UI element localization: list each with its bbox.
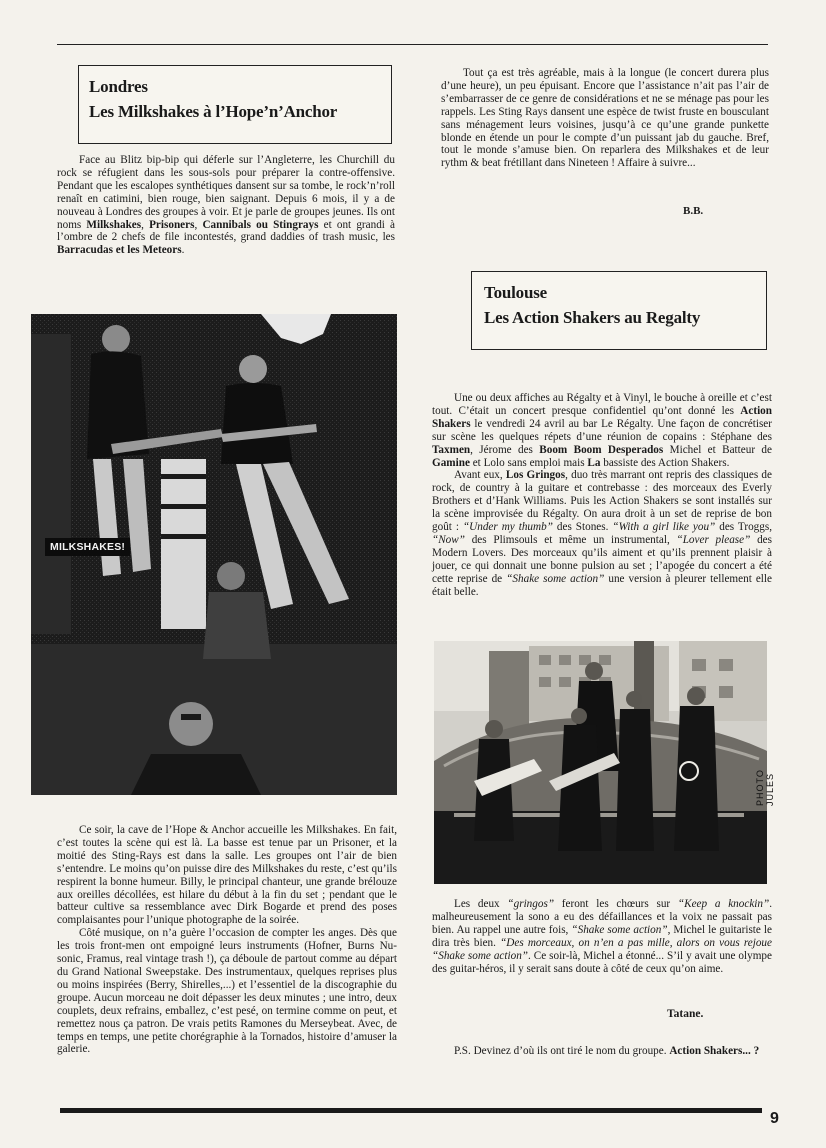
toulouse-title-box [471, 271, 767, 350]
toulouse-city-heading: Toulouse [484, 283, 547, 302]
postscript [432, 1045, 777, 1058]
toulouse-paragraph-1: Une ou deux affiches au Régalty et à Vinyl, le bouche à oreille et c’est tout. C’était un concert presque confidentiel qu’ont donné les Action Shakers le vendredi 24 avril au bar Le Régalty. Une façon de concrétiser sur scène les quelques répets d’une réunion de copains : Stéphane des Taxmen, Jérome des Boom Boom Desperados Michel et Batteur de Gamine et Lolo sans emploi mais La bassiste des Action Shakers. [432, 392, 772, 469]
london-continuation-paragraph: Tout ça est très agréable, mais à la longue (le concert durera plus d’une heure), un peu épuisant. Encore que l’assistance n’ait pas l’air de s’embarrasser de ce genre de considérations et ne se ménage pas pour les rappels. Les Sting Rays dansent une espèce de twist fruste en bousculant sans ménagement leurs voisines, jusqu’à ce qu’une grande punkette blonde en étende un pour le compte d’un puissant jab du gauche. Bref, tout le monde s’amuse bien. On reparlera des Milkshakes et de leur rythm & beat frétillant dans Nineteen ! Affaire à suivre... [441, 67, 769, 170]
london-intro-text: Face au Blitz bip-bip qui déferle sur l’Angleterre, les Churchill du rock se réfugient dans les sous-sols pour préparer la contre-offensive. Pendant que les escalopes synthétiques dansent sur sa tombe, le rock’n’roll renaît en catimini, bien rouge, bien saignant. Depuis 6 mois, il y a de nouveau à Londres des groupes à voir. Et je parle de groupes jeunes. Ils ont noms Milkshakes, Prisoners, Cannibals ou Stingrays et ont grandi à l’ombre de 2 chefs de file incontestés, grand daddies of trash music, les Barracudas et les Meteors. [57, 154, 396, 257]
top-rule [57, 44, 768, 45]
london-intro-paragraph [57, 154, 395, 257]
toulouse-signature: Tatane. [667, 1008, 704, 1020]
bottom-rule [60, 1108, 762, 1113]
toulouse-continuation [432, 898, 772, 975]
london-body [57, 824, 397, 1056]
london-city-heading: Londres [89, 77, 148, 96]
toulouse-paragraph-2: Avant eux, Los Gringos, duo très marrant ont repris des classiques de rock, de country à la guitare et contrebasse : des morceaux des Everly Brothers et d’Hank Williams. Puis les Action Shakers se sont installés sur la scène improvisée du Régalty. On aura droit à un set de reprise de bon goût : “Under my thumb” des Stones. “With a girl like you” des Troggs, “Now” des Plimsouls et même un instrumental, “Lover please” des Modern Lovers. Des morceaux qu’ils aiment et qu’ils prennent plaisir à jouer, ce qui donnait une bonne pulsion au set ; l’apogée du concert a été cette reprise de “Shake some action” une version à pleurer tellement elle était belle. [432, 469, 773, 598]
photo-credit: PHOTO JULES [755, 769, 775, 806]
toulouse-headline: Les Action Shakers au Regalty [484, 308, 701, 327]
london-body-paragraph-2: Côté musique, on n’a guère l’occasion de compter les anges. Dès que les trois front-men ont empoigné leurs instruments (Hofner, Burns Nu-sonic, Framus, real vintage trash !), ça déboule de partout comme au départ du Grand National Sweepstake. Des instrumentaux, quelques reprises plus ou moins inspirées (Berry, Shirelles,...) et l’essentiel de la discographie du groupe. Aucun morceau ne doit dépasser les deux minutes ; une intro, deux couplets, deux refrains, emballez, c’est pesé, on termine comme on peut, et remettez nous ça patron. De vrais petits Ramones du Merseybeat. Avec, de temps en temps, une petite chorégraphie à la Tornados, histoire d’amuser la galerie. [57, 927, 397, 1056]
toulouse-paragraph-3: Les deux “gringos” feront les chœurs sur “Keep a knockin”. malheureusement la sono a eu des défaillances et la voix ne passait pas bien. Au rappel une autre fois, “Shake some action”, Michel le guitariste le dira très bien. “Des morceaux, on n’en a pas mille, alors on vous rejoue “Shake some action”. Ce soir-là, Michel a étonné... S’il y avait une olympe des guitar-héros, il y serait sans doute à côté de ceux qu’on aime. [432, 898, 773, 975]
toulouse-body [432, 392, 772, 599]
london-continuation [441, 67, 769, 170]
london-body-paragraph-1: Ce soir, la cave de l’Hope & Anchor accueille les Milkshakes. En fait, c’est toutes la scène qui est là. La basse est tenue par un Prisoner, et la moitié des Sting-Rays est dans la salle. Les groupes ont l’air de bien s’entendre. Le moins qu’on puisse dire des Milkshakes du reste, c’est qu’ils respirent la bonne humeur. Billy, le principal chanteur, une grande brélouze aux oreilles décollées, est hilare du début à la fin du set ; pendant que le batteur cultive sa ressemblance avec Dirk Bogarde et prend des poses complaisantes pour l’unique photographe de la soirée. [57, 824, 397, 927]
london-title-box [78, 65, 392, 144]
page-number: 9 [770, 1110, 779, 1127]
action-shakers-band-photo [434, 641, 767, 884]
postscript-text: P.S. Devinez d’où ils ont tiré le nom du groupe. Action Shakers... ? [454, 1045, 760, 1057]
action-shakers-photo-illustration [434, 641, 767, 884]
london-signature: B.B. [683, 205, 704, 217]
milkshakes-photo-label: MILKSHAKES! [45, 538, 130, 556]
london-headline: Les Milkshakes à l’Hope’n’Anchor [89, 102, 338, 121]
